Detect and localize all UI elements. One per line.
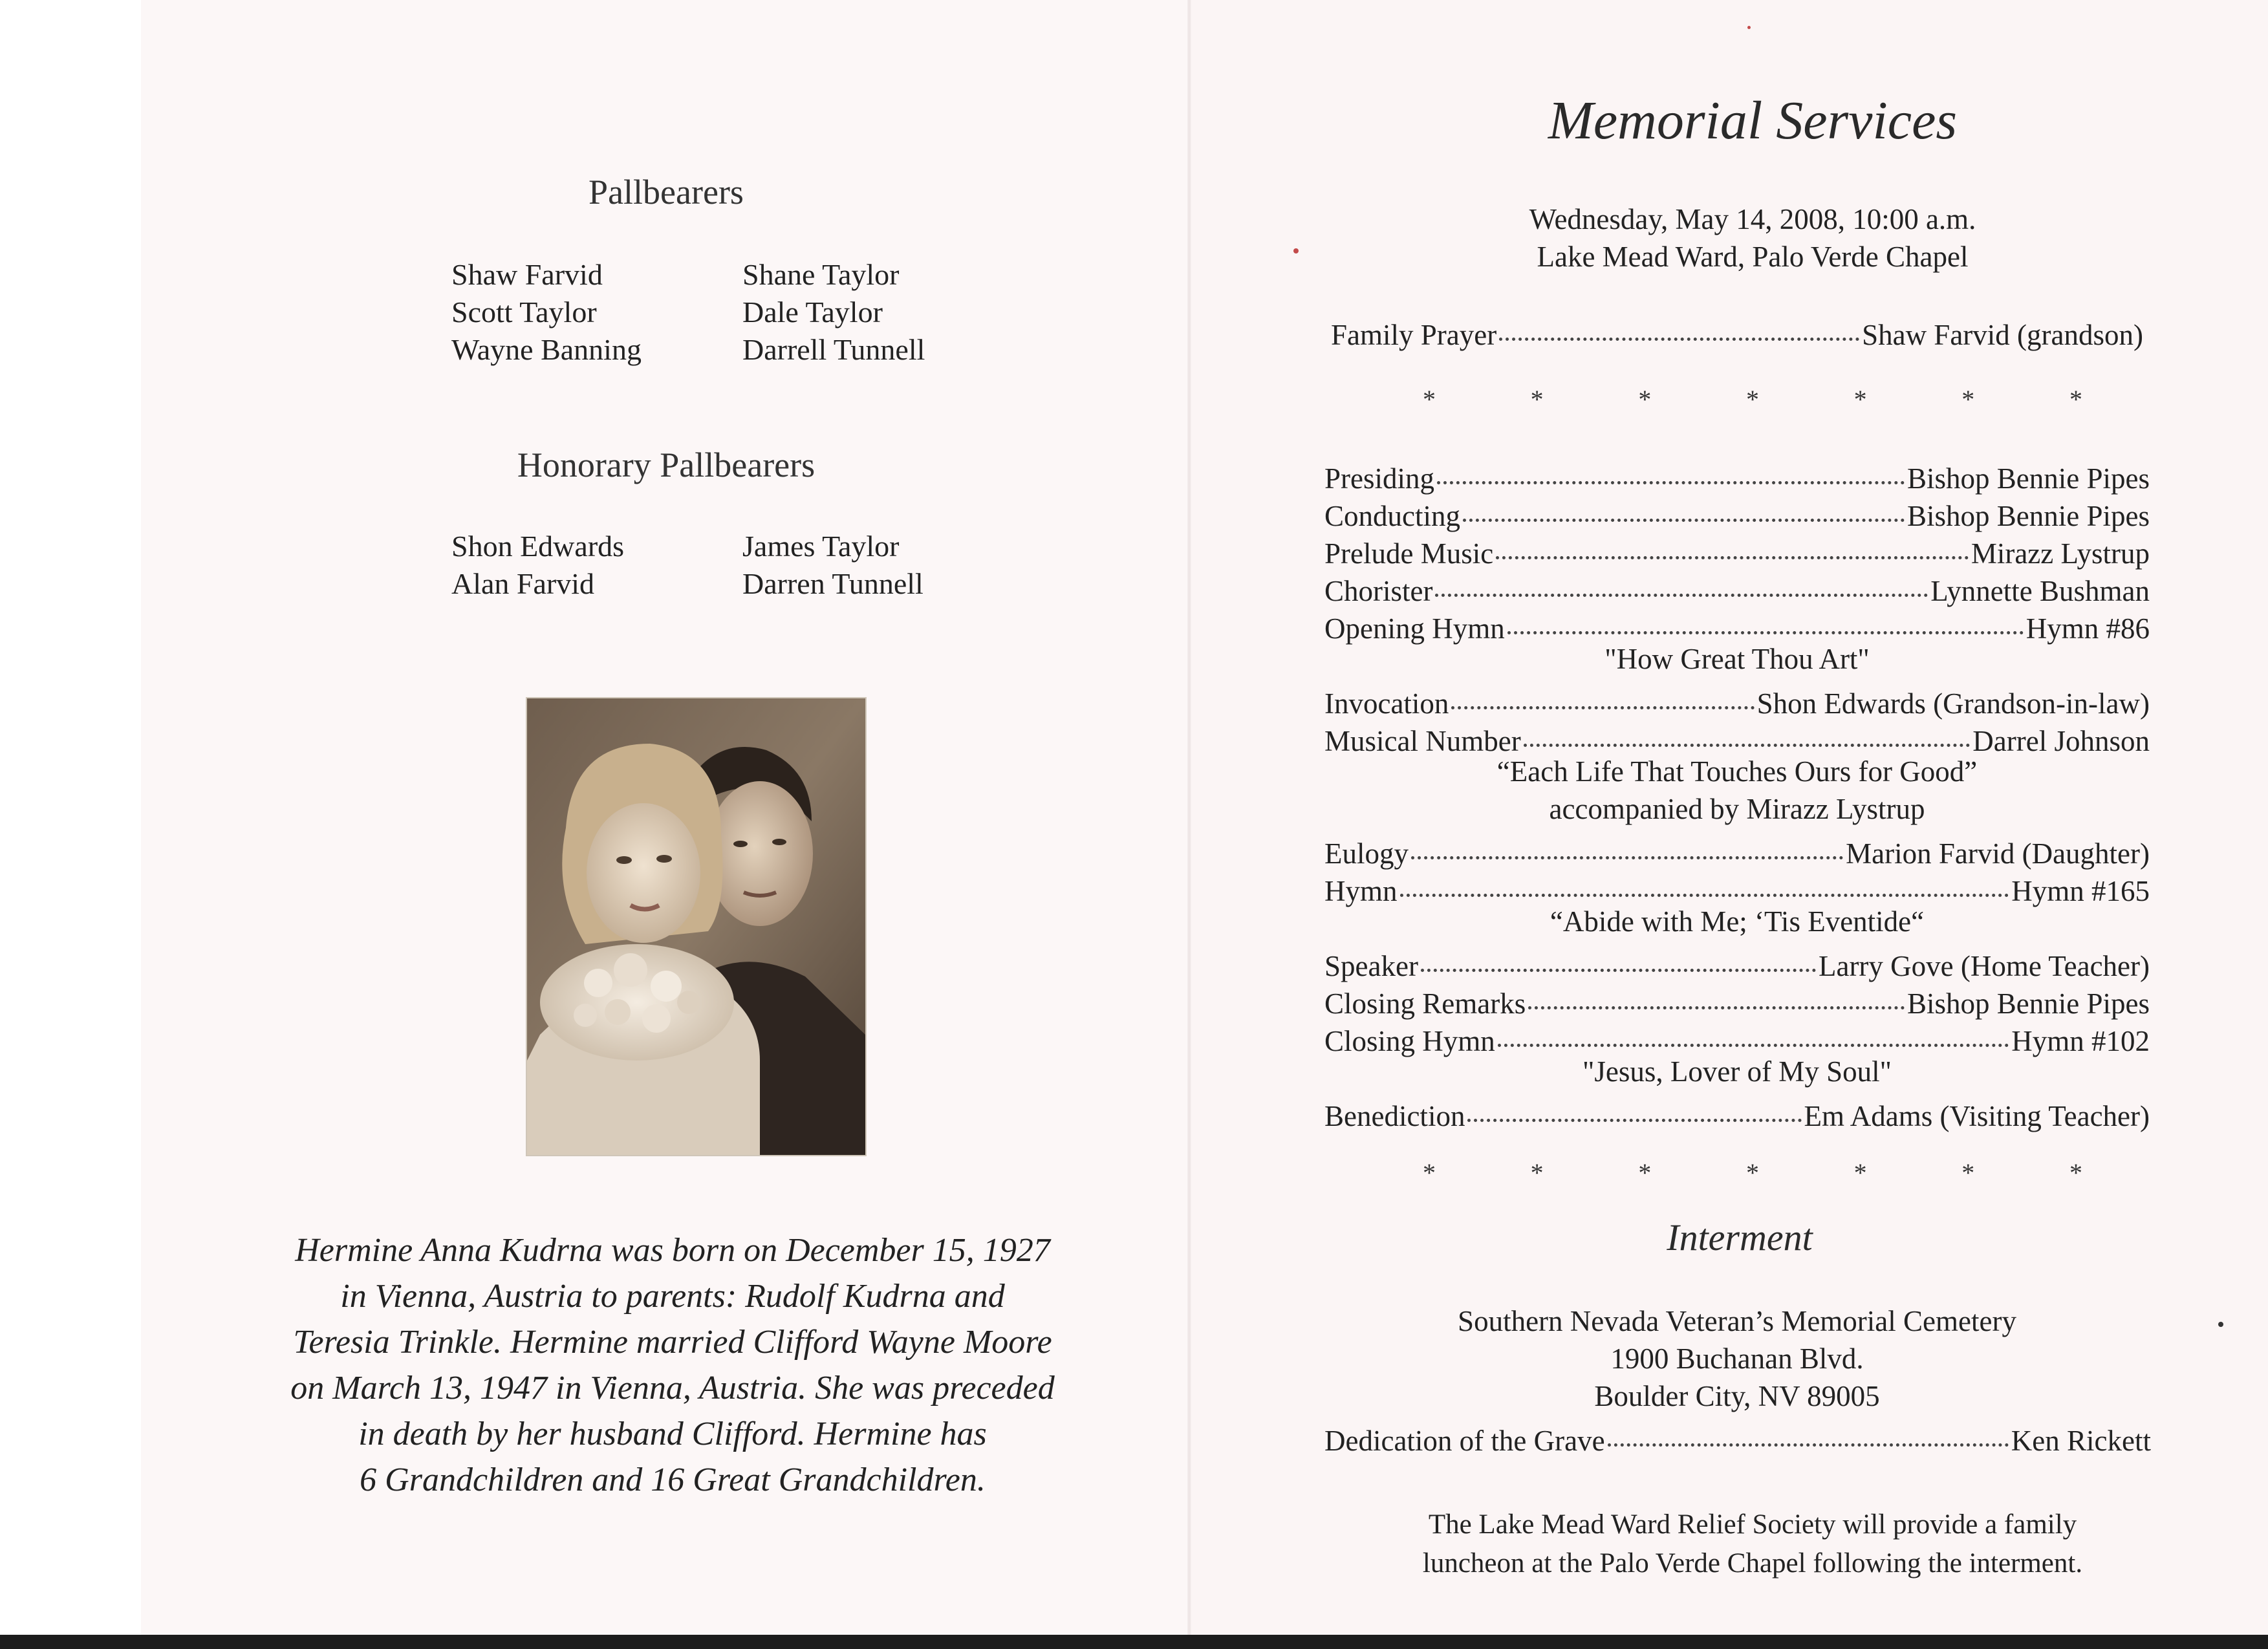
program-label: Opening Hymn — [1324, 612, 1505, 645]
bio-line: 6 Grandchildren and 16 Great Grandchildren. — [360, 1461, 986, 1498]
program-person: Bishop Bennie Pipes — [1906, 500, 2150, 532]
song-title-text: “Each Life That Touches Ours for Good” — [1496, 755, 1978, 788]
program-label: Closing Remarks — [1324, 987, 1526, 1020]
leader-dots — [1528, 974, 1905, 1009]
program-row-conducting — [1324, 490, 2150, 532]
couple-photo — [527, 698, 865, 1155]
bio-line: Teresia Trinkle. Hermine married Clifford Wayne Moore — [293, 1324, 1052, 1361]
leader-dots — [1498, 1011, 2009, 1047]
program-person: Hymn #102 — [2011, 1025, 2150, 1057]
accompaniment-text: accompanied by Mirazz Lystrup — [1549, 793, 1925, 825]
star: * — [1530, 1158, 1544, 1187]
program-label: Dedication of the Grave — [1324, 1425, 1605, 1457]
program-row-presiding — [1324, 453, 2150, 495]
program-row-dedication — [1324, 1415, 2151, 1457]
star: * — [1638, 385, 1652, 414]
program-row-closing-remarks — [1324, 978, 2150, 1020]
program-person: Darrel Johnson — [1972, 725, 2150, 757]
bio-line: in Vienna, Austria to parents: Rudolf Kudrna and — [340, 1278, 1005, 1315]
hymn-title — [1324, 640, 2150, 678]
honorary-col-2 — [742, 528, 923, 603]
pallbearer-name: Wayne Banning — [451, 333, 642, 366]
program-row-chorister — [1324, 565, 2150, 607]
program-row-invocation — [1324, 678, 2150, 720]
star: * — [2069, 1158, 2082, 1187]
biography-text — [246, 1227, 1099, 1503]
honorary-name: Alan Farvid — [451, 567, 595, 600]
honorary-col-1 — [451, 528, 624, 603]
leader-dots — [1437, 449, 1905, 484]
program-row-closing-hymn — [1324, 1015, 2150, 1057]
hymn-title-text: “Abide with Me; ‘Tis Eventide“ — [1550, 905, 1925, 938]
program-label: Family Prayer — [1331, 319, 1497, 351]
program-label: Speaker — [1324, 950, 1418, 982]
paper-speck — [2218, 1322, 2223, 1327]
star: * — [1638, 1158, 1652, 1187]
cemetery-city: Boulder City, NV 89005 — [1594, 1380, 1880, 1412]
star: * — [1745, 385, 1759, 414]
program-label: Benediction — [1324, 1100, 1465, 1132]
star: * — [1423, 1158, 1436, 1187]
program-row-family-prayer — [1331, 309, 2143, 351]
program-label: Invocation — [1324, 687, 1449, 720]
program-person: Bishop Bennie Pipes — [1906, 462, 2150, 495]
honorary-name: Darren Tunnell — [742, 567, 923, 600]
star-divider-top — [1423, 384, 2082, 415]
leader-dots — [1421, 936, 1816, 972]
star: * — [1853, 385, 1867, 414]
leader-dots — [1608, 1411, 2009, 1447]
program-person: Lynnette Bushman — [1930, 575, 2150, 607]
program-person: Hymn #86 — [2025, 612, 2150, 645]
program-label: Hymn — [1324, 875, 1398, 907]
program-label: Musical Number — [1324, 725, 1521, 757]
cemetery-street: 1900 Buchanan Blvd. — [1610, 1342, 1864, 1375]
leader-dots — [1463, 486, 1905, 522]
program-person: Shaw Farvid (grandson) — [1862, 319, 2143, 351]
program-label: Presiding — [1324, 462, 1435, 495]
leader-dots — [1411, 824, 1843, 859]
page-fold — [1187, 0, 1191, 1649]
program-row-prelude — [1324, 528, 2150, 570]
note-line: luncheon at the Palo Verde Chapel following the interment. — [1422, 1548, 2083, 1579]
leader-dots — [1524, 711, 1971, 747]
star-divider-bottom — [1423, 1158, 2082, 1188]
program-row-speaker — [1324, 940, 2150, 982]
program-label: Prelude Music — [1324, 537, 1494, 570]
program-person: Em Adams (Visiting Teacher) — [1804, 1100, 2150, 1132]
luncheon-note — [1319, 1505, 2186, 1583]
interment-address — [1324, 1302, 2150, 1415]
star: * — [1530, 385, 1544, 414]
program-person: Mirazz Lystrup — [1971, 537, 2150, 570]
leader-dots — [1496, 524, 1969, 559]
program-label: Eulogy — [1324, 837, 1409, 870]
leader-dots — [1435, 561, 1928, 597]
pallbearer-name: Shane Taylor — [742, 258, 900, 291]
star: * — [1423, 385, 1436, 414]
scan-margin — [0, 0, 141, 1649]
scan-bottom-edge — [0, 1635, 2268, 1649]
leader-dots — [1467, 1086, 1801, 1122]
hymn-title-text: "How Great Thou Art" — [1604, 643, 1870, 675]
program-label: Closing Hymn — [1324, 1025, 1495, 1057]
pallbearers-col-2 — [742, 256, 925, 369]
bio-line: in death by her husband Clifford. Hermine has — [358, 1416, 987, 1452]
leader-dots — [1499, 305, 1859, 341]
pallbearer-name: Dale Taylor — [742, 296, 883, 329]
pallbearers-heading: Pallbearers — [589, 173, 744, 211]
program-label: Chorister — [1324, 575, 1433, 607]
service-date: Wednesday, May 14, 2008, 10:00 a.m. — [1529, 203, 1976, 235]
program-label: Conducting — [1324, 500, 1460, 532]
note-line: The Lake Mead Ward Relief Society will provide a family — [1428, 1509, 2077, 1540]
paper-speck — [1747, 26, 1751, 29]
program-person: Ken Rickett — [2011, 1425, 2151, 1457]
service-date-location — [1384, 200, 2121, 275]
program-person: Marion Farvid (Daughter) — [1846, 837, 2150, 870]
paper-speck — [1293, 248, 1299, 253]
pallbearer-name: Darrell Tunnell — [742, 333, 925, 366]
pallbearers-col-1 — [451, 256, 642, 369]
interment-heading: Interment — [1667, 1216, 1813, 1258]
bio-line: Hermine Anna Kudrna was born on December 15, 1927 — [295, 1232, 1050, 1269]
cemetery-name: Southern Nevada Veteran’s Memorial Cemetery — [1458, 1305, 2016, 1337]
bio-line: on March 13, 1947 in Vienna, Austria. She was preceded — [290, 1370, 1055, 1406]
service-location: Lake Mead Ward, Palo Verde Chapel — [1537, 241, 1969, 273]
program-row-opening-hymn — [1324, 603, 2150, 645]
hymn-title — [1324, 1053, 2150, 1090]
star: * — [1961, 1158, 1975, 1187]
leader-dots — [1400, 861, 2009, 897]
program-person: Shon Edwards (Grandson-in-law) — [1756, 687, 2150, 720]
program-person: Hymn #165 — [2011, 875, 2150, 907]
pallbearer-name: Shaw Farvid — [451, 258, 603, 291]
musical-number-title — [1324, 753, 2150, 828]
leader-dots — [1507, 599, 2024, 634]
program-row-benediction — [1324, 1090, 2150, 1132]
pallbearer-name: Scott Taylor — [451, 296, 597, 329]
leader-dots — [1451, 674, 1754, 709]
star: * — [2069, 385, 2082, 414]
hymn-title — [1324, 903, 2150, 940]
program-person: Larry Gove (Home Teacher) — [1818, 950, 2150, 982]
honorary-name: Shon Edwards — [451, 530, 625, 563]
program-row-hymn — [1324, 865, 2150, 907]
hymn-title-text: "Jesus, Lover of My Soul" — [1582, 1055, 1892, 1088]
star: * — [1853, 1158, 1867, 1187]
star: * — [1961, 385, 1975, 414]
program-person: Bishop Bennie Pipes — [1906, 987, 2150, 1020]
honorary-pallbearers-heading: Honorary Pallbearers — [517, 446, 815, 484]
program-row-eulogy — [1324, 828, 2150, 870]
honorary-name: James Taylor — [742, 530, 900, 563]
program-row-musical-number — [1324, 715, 2150, 757]
star: * — [1745, 1158, 1759, 1187]
memorial-services-title: Memorial Services — [1548, 91, 1958, 151]
